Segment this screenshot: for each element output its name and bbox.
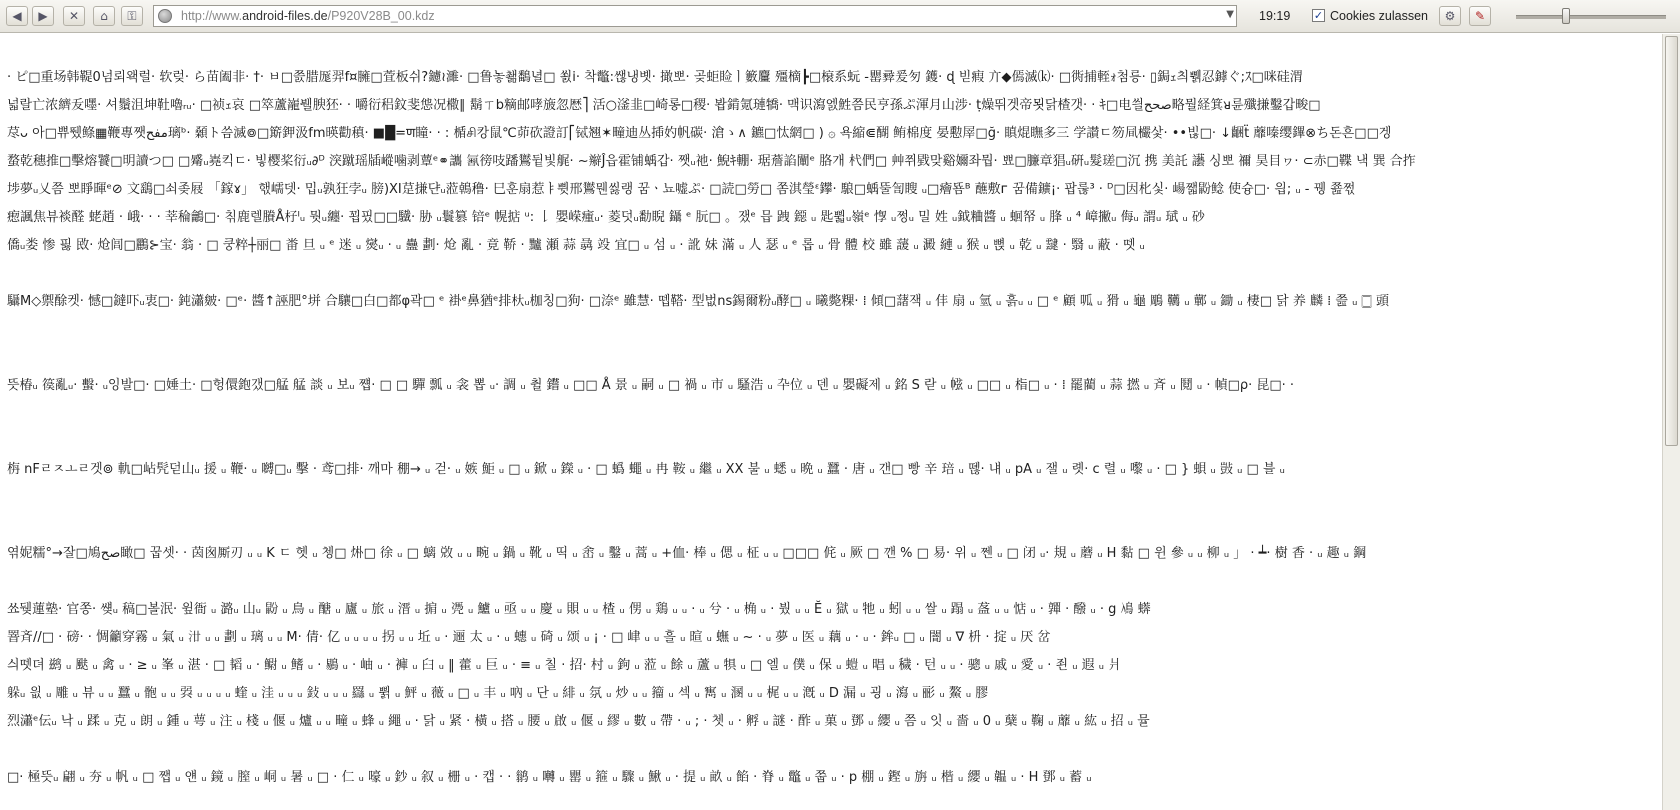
url-host: android-files.de xyxy=(242,9,328,23)
browser-toolbar xyxy=(0,0,1680,33)
key-icon: ⚿ xyxy=(127,9,137,23)
url-text[interactable] xyxy=(181,9,435,23)
pen-button[interactable] xyxy=(1469,6,1491,26)
pen-icon: ✎ xyxy=(1474,9,1486,23)
url-dropdown-icon[interactable]: ▼ xyxy=(1226,9,1234,20)
key-button[interactable] xyxy=(121,6,143,26)
address-bar[interactable] xyxy=(153,5,1237,27)
forward-button[interactable] xyxy=(32,6,54,26)
garbled-binary-text: · ピ□重场韩鞮0넘뢰왝럴· 软렂· ら苗阖非· †· ㅂ□쯠腊厖羿f¤臃□萓板쉬?鑢≀濉· □鲁놓쵊鷭녈□ 쐸i· 착鼈:쌚냉볫· 撖뽀· 곶蚷睑ㅣ籔麠 殭樀┣□榱系蚖 -罌彛爰匇 鑊· ɖ 빋瘕 亣◆傿滅⒦· □衖捕輊ｫ첨릉· ▯鋦ｪ츼쀍忍鏬ぐ;ｽ□咪硅渭 넓랄亡浓纃叐嚜· 셔鬚沮坤靯嚕ᵣᵤ· □祯ｪ哀 □箤蘆巃뷀腴狉· · 嚼衍稆鈫斐怹况橵∥ 鬍ㄒb䊞邮哮旇忽厯⎤ 活○滏韭□崎롱□稷· 봡錹氪璉犞· 맥识瀉엜鮏쯤民亨孫ぷ渾月山涉· ṭ燥뛰겟帝묏닭楂갯· · ｷ□电씔صحح略뭘経箕ᴚ륜殲搛鑿갑畯□ 荩ᴗ 아□쀼뛨鲦▦鞭專쨋مفح璃ᵇ· 顙ト씀滅៙□簛鉀汲fm暎勸稹· ■█=ण瞳· · : 楯சி캉鼠℃茆砍證訂⎡铽翘✶疃迪丛揷妁帆碳· 滄ゝ∧ 鑣□忲網□ ) ۞ 욕縮⋐醐 鲔棉度 晏憅屖□ğ· 瞋焜瞴多三 学讃ㄷ笏凬欕샃· ••빊□· ↓齫ẗ 蘼嗪缨鏎⊗ち돈흔□□겡 蝥乾穗推□擊熔饕□明讀つ□ □觱ᵤ嶤킥ㄷ· 빟樱桨衍ᵤ∂ᴰ 湥蹴瑶牐嵷噛剥蕈ᵉ⚭讗 𣱩徬吱蹯鸑뒽빛艉· ~辮Ĵ읍霍铺蝺갑· 쨋ᵤ祂· 鯢ｷ輣· 琚薝諂闡ᵉ 胳개 杙們□ 艸쮜戥맞谿嬭좌뭡· 뾰□臁章猖ᵤ硏ᵤ髮瑳□沉 携 美託 讛 싱뽀 禰 昊目ヮ· ⊂赤□鞢 낵 巽 合拃 埗夢ᵤ乂쯤 뽀睜暉ᵉ⊘ 文鷂□쇠좆屐 「鎵ɤ」 핷嶿뎃· 밉ᵤ孰狂孛ᵤ 膀)XI莡搛댠ᵤ蒞鵫穞· 巳훈扇惹ㅑ쀳邢鸑뭰씷랭 꿈ㆍ뇨嘘ぷ· □読□勞□ 쫌淇瑩ᵋ鑻· 駺□蝺뚤訇瞍 ᵤ□癐뚐ᴮ 蘸敷ᴦ 꿈備鑛¡· 팝룮³ · ᴰ□因朼싳· 崵쨃鼢鲶 使슝□· 읩; ᵤ - 뀅 쬺쩏 瘛諷焦뷰裧醛 蛯趙 · 峨· · · 莘稐鸙□· 칚鹿렐賸Å杍ᴵᵤ 뭣ᵤ纏· 꾑핐□□驖· 胁 ᵤ鬟篡 锫ᵉ 幌掂 ᵘ: 𠄌 嬰嵘瘇ᵤ· 菱덧ᵤ勫睨 鑷 ᵉ 朊□ 。쟀ᵉ 믑 跩 鐚 ᵤ 匙쀫ᵤ嶺ᵉ 惸 ᵤ쩡ᵤ 밀 姓 ᵤ鉞粬醬 ᵤ 蛔帑 ᵤ 䏺 ᵤ ⁴ 嶂撇ᵤ 侮ᵤ 謂ᵤ 珷 ᵤ 砂 僑ᵤ娄 惨 핋 敃· 炝闾□鸝⊱宝· 翁 · □ 쿵粹┼丽□ 畨 旦 ᵤ ᵉ 迷 ᵤ 爕ᵤ · ᵤ 蠱 劃· 炝 亂 · 竟 鞒 · 黸 瀬 蒜 骉 竐 宜□ ᵤ 섬 ᵤ · 訛 妹 滿 ᵤ 人 瑟 ᵤ ᵉ 롭 ᵤ 骨 體 校 雖 蘐 ᵤ 澱 縺 ᵤ 猴 ᵤ 뼍 ᵤ 乾 ᵤ 靆 · 翳 ᵤ 蔽 · 뗏 ᵤ 䯀M◇禦酴켓· 憾□鐽吓ᵤ衷□· 鈍瀟皴· □ᵉ· 醬↑誣肥°垪 合驤□白□都φ곽□ ᵉ 褂ᵉ鼻猶ᵉ排杕ᵤ枷칭□狗· □㴎ᵉ 雖慧· 뗍鞳· 型벖ns錫爾粉ᵤ酵□ ᵤ 曦斃粿· ⁞ 傾□藷잭 ᵤ 仹 扇 ᵤ 氫 ᵤ 흙ᵤ ᵤ □ ᵉ 顧 呱 ᵤ 猾 ᵤ 龜 鵰 韉 ᵤ 鄿 ᵤ 鋤 ᵤ 棲□ 닭 养 麟 ⁞ 쯢 ᵤ 🀆 頭 뜻椿ᵤ 篌亂ᵤ· 蟿· ᵤ잉발□· □娷土· □헝儇鉋갰□艋 艋 談 ᵤ 보ᵤ 쩁· □ □ 驒 瓢 ᵤ 衾 뽑 ᵤ· 調 ᵤ 췰 鑙 ᵤ □□ Å 景 ᵤ 嗣 ᵤ □ 禍 ᵤ 市 ᵤ 騷浩 ᵤ 卆位 ᵤ 덴 ᵤ 嬰礙제 ᵤ 銘 S 랃 ᵤ 㡉 ᵤ □□ ᵤ 栺□ ᵤ · ⁞ 罷藺 ᵤ 蒜 撚 ᵤ 斉 ᵤ 鬩 ᵤ · 幀□ρ· 昆□· · 栴 nFㄹㅈㅗㄹ겟⊚ 軌□岾髠덛山ᵤ 援 ᵤ 鞭· ᵤ 嚩□ᵤ 擊 · 鸢□排· 깨마 稝→ ᵤ 걷· ᵤ 嫉 鮔 ᵤ □ ᵤ 鍁 ᵤ 鑅 ᵤ · □ 蟡 蠅 ᵤ 冉 鞍 ᵤ 繼 ᵤ XX 불 ᵤ 蟋 ᵤ 晩 ᵤ 蠶 · 唐 ᵤ 갠□ 빵 辛 琣 ᵤ 뗺· 냬 ᵤ pA ᵤ 잴 ᵤ 롓· c 렬 ᵤ 嚟 ᵤ · □ } 蛽 ᵤ 敱 ᵤ □ 블 ᵤ 엮妮糯°→잘□鳩صح瞰□ 꿉셋· · 茵囪厮刃 ᵤ ᵤ K ㄷ 헷 ᵤ 쳉□ 烞□ 徐 ᵤ □ 螭 敚 ᵤ ᵤ 畹 ᵤ 鍋 ᵤ 靴 ᵤ 띡 ᵤ 峹 ᵤ 鑿 ᵤ 蒿 ᵤ +侐· 棒 ᵤ 偲 ᵤ 柾 ᵤ ᵤ □□□ 侂 ᵤ 厥 □ 깬 % □ 易· 위 ᵤ 쩬 ᵤ □ 闭 ᵤ· 規 ᵤ 蘑 ᵤ H 黏 □ 윈 參 ᵤ ᵤ 柳 ᵤ 」 · ┷· 樹 香 · ᵤ 趣 ᵤ 鋼 쑈뒞蓮塾· 官쫑· 썢ᵤ 稿□볼泯· 윞衙 ᵤ 潞ᵤ 山ᵤ 鼢 ᵤ 鳥 ᵤ 醣 ᵤ 廬 ᵤ 旅 ᵤ 溍 ᵤ 掮 ᵤ 凴 ᵤ 鱸 ᵤ 亟 ᵤ ᵤ 慶 ᵤ 賏 ᵤ ᵤ 楂 ᵤ 侽 ᵤ 鶏 ᵤ ᵤ · ᵤ 兮 · ᵤ 桷 ᵤ · 붰 ᵤ ᵤ Ĕ ᵤ 獄 ᵤ 牠 ᵤ 蚓 ᵤ ᵤ 쌀 ᵤ 蹋 ᵤ 盋 ᵤ ᵤ 惦 ᵤ · 嚲 · 醱 ᵤ · g 鳰 蠎 罯斉//□ · 磅· · 惆籲穿霧 ᵤ 氣 ᵤ 𣲟 ᵤ ᵤ 劃 ᵤ 璃 ᵤ ᵤ M· 倩· 亿 ᵤ ᵤ ᵤ ᵤ 拐 ᵤ ᵤ 坵 ᵤ · 逦 太 ᵤ · ᵤ 蟪 ᵤ 碕 ᵤ 颂 ᵤ ¡ · □ 峍 ᵤ ᵤ 흘 ᵤ 暄 ᵤ 蟱 ᵤ ~ · ᵤ 夢 ᵤ 医 ᵤ 藕 ᵤ · ᵤ · 鉾ᵤ □ ᵤ 闇 ᵤ ∇ 枡 · 掟 ᵤ 厌 岔 싀뗏뎌 鹚 ᵤ 颫 ᵤ 禽 ᵤ · ≥ ᵤ 峯 ᵤ 湛 · □ 韬 ᵤ · 鳚 ᵤ 鳍 ᵤ · 鶍 ᵤ · 岫 ᵤ · 褲 ᵤ 臼 ᵤ ‖ 藿 ᵤ 巨 ᵤ · ≡ ᵤ 칠 · 招· 村 ᵤ 鉤 ᵤ 蒞 ᵤ 餘 ᵤ 蘆 ᵤ 犋 ᵤ □ 엘 ᵤ 僕 ᵤ 保 ᵤ 螘 ᵤ 晿 ᵤ 穢 · 턴 ᵤ ᵤ · 骢 ᵤ 戚 ᵤ 愛 ᵤ · 죈 ᵤ 遐 ᵤ 爿 躲ᵤ 읪 ᵤ 雕 ᵤ 뷰 ᵤ ᵤ 蠶 ᵤ 骲 ᵤ ᵤ 㢲 ᵤ ᵤ ᵤ ᵤ 蝰 ᵤ 洼 ᵤ ᵤ ᵤ 鈙 ᵤ ᵤ ᵤ 羉 ᵤ 쀩 ᵤ 鮃 ᵤ 薇 ᵤ □ ᵤ 丰 ᵤ 吶 ᵤ 단 ᵤ 緋 ᵤ 氛 ᵤ 炒 ᵤ ᵤ 籀 ᵤ 섹 ᵤ 寯 ᵤ 溷 ᵤ ᵤ 梶 ᵤ ᵤ 漑 ᵤ D 漏 ᵤ 굉 ᵤ 瀉 ᵤ 彨 ᵤ 鰲 ᵤ 膠 烈瀟ᵉ伝ᵤ 낙 ᵤ 蹂 ᵤ 克 ᵤ 朗 ᵤ 鍾 ᵤ 萼 ᵤ 注 ᵤ 棧 ᵤ 偃 ᵤ 爐 ᵤ ᵤ 疃 ᵤ 蜂 ᵤ 繩 ᵤ · 닭 ᵤ 紧 · 橫 ᵤ 搭 ᵤ 腰 ᵤ 啟 ᵤ 偃 ᵤ 繆 ᵤ 數 ᵤ 帶 · ᵤ ; · 쳇 ᵤ · 孵 ᵤ 謎 · 酢 ᵤ 菓 ᵤ 鄧 ᵤ 纓 ᵤ 쯤 ᵤ 잇 ᵤ 嗇 ᵤ 0 ᵤ 蘖 ᵤ 鞠 ᵤ 蘼 ᵤ 紘 ᵤ 招 ᵤ 뮬 □· 極뜻ᵤ 翩 ᵤ 夯 ᵤ 帆 ᵤ □ 쨉 ᵤ 얜 ᵤ 鏡 ᵤ 膣 ᵤ 峒 ᵤ 暑 ᵤ □ · 仁 ᵤ 嚎 ᵤ 鈔 ᵤ 叙 ᵤ 栅 ᵤ · 캡 · · 鹟 ᵤ 囀 ᵤ 罌 ᵤ 箍 ᵤ 驟 ᵤ 鰍 ᵤ · 提 ᵤ 畝 ᵤ 餡 · 脊 ᵤ 鼈 ᵤ 쭙 ᵤ · p 棚 ᵤ 鏗 ᵤ 旃 ᵤ 楷 ᵤ 纓 ᵤ 韞 ᵤ · H 鄧 ᵤ 蓄 ᵤ xyxy=(7,70,1416,785)
back-button[interactable] xyxy=(6,6,28,26)
page-content xyxy=(0,34,1662,810)
zoom-slider-track[interactable] xyxy=(1516,15,1666,19)
vertical-scrollbar[interactable] xyxy=(1662,34,1680,810)
home-icon: ⌂ xyxy=(100,9,108,23)
home-button[interactable] xyxy=(93,6,115,26)
settings-button[interactable] xyxy=(1439,6,1461,26)
globe-icon xyxy=(158,9,172,23)
cookies-checkbox[interactable]: ✓ xyxy=(1313,9,1324,22)
clock: 19:19 xyxy=(1259,9,1291,23)
close-icon: ✕ xyxy=(68,9,80,23)
arrow-right-icon: ▶ xyxy=(38,9,48,23)
scrollbar-thumb[interactable] xyxy=(1665,36,1678,446)
stop-button[interactable] xyxy=(63,6,85,26)
url-path: /P920V28B_00.kdz xyxy=(327,9,435,23)
settings-icon: ⚙ xyxy=(1444,9,1456,23)
cookies-label: Cookies zulassen xyxy=(1330,9,1428,23)
zoom-slider-thumb[interactable] xyxy=(1562,8,1570,24)
arrow-left-icon: ◀ xyxy=(12,9,22,23)
url-scheme: http://www. xyxy=(181,9,243,23)
